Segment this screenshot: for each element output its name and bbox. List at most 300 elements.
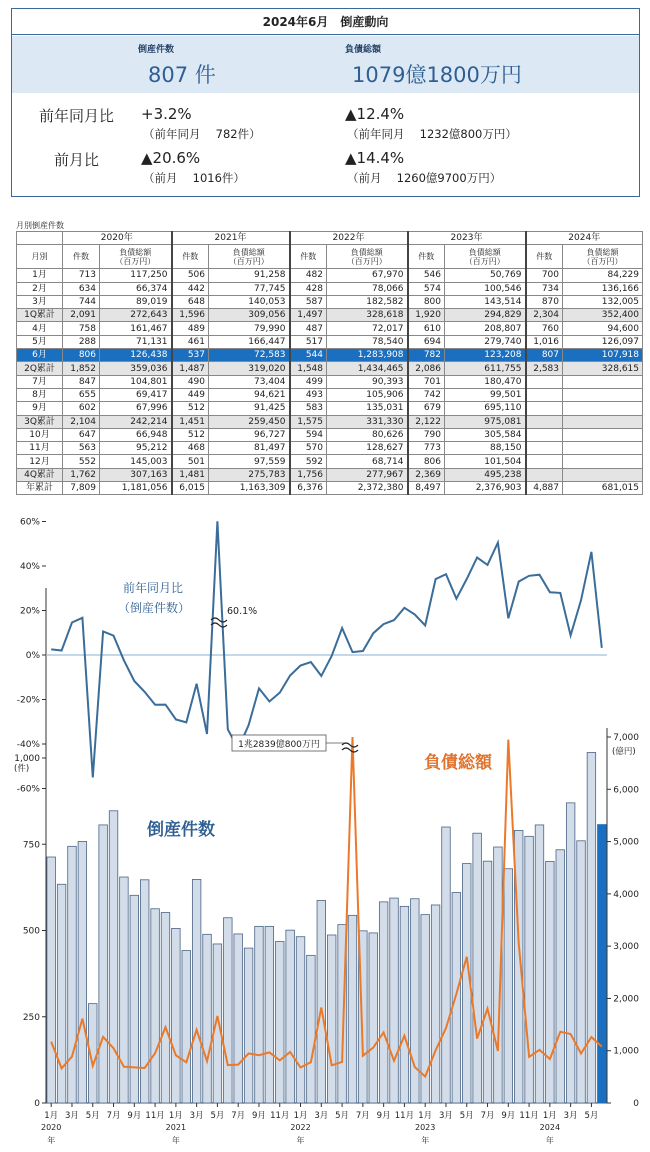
x-tick-label: 3月 — [439, 1111, 453, 1121]
debt-cell: 307,163 — [100, 468, 172, 481]
mom-debt-sub: （前月 1260億9700万円） — [347, 171, 502, 185]
x-tick-label: 5月 — [85, 1111, 100, 1121]
count-cell: 499 — [290, 375, 327, 388]
x-year-label: 2020 — [41, 1123, 62, 1132]
mom-debt: ▲14.4% — [345, 149, 405, 167]
count-cell: 807 — [526, 349, 563, 362]
count-bar — [525, 836, 534, 1103]
row-label: 11月 — [17, 442, 63, 455]
mom-label: 前月比 — [54, 151, 100, 169]
debt-cell: 1,434,465 — [327, 362, 408, 375]
count-cell: 506 — [172, 269, 209, 282]
summary-title: 2024年6月 倒産動向 — [12, 9, 639, 35]
debt-col-header-line1: 負債総額 — [350, 247, 383, 257]
debt-cell: 123,208 — [445, 349, 526, 362]
yoy-title-line1: 前年同月比 — [123, 581, 184, 595]
debt-cell: 89,019 — [100, 295, 172, 308]
x-tick-label: 1月 — [293, 1111, 308, 1121]
yoy-count-sub: （前年同月 782件） — [143, 127, 261, 141]
count-bar — [286, 930, 295, 1103]
year-header: 2024年 — [526, 232, 643, 245]
count-bar — [442, 827, 451, 1103]
count-bar — [369, 933, 378, 1103]
count-bar — [327, 935, 336, 1103]
year-header: 2021年 — [172, 232, 290, 245]
debt-cell: 99,501 — [445, 388, 526, 401]
x-tick-label: 1月 — [44, 1111, 59, 1121]
count-cell: 1,016 — [526, 335, 563, 348]
count-cell: 517 — [290, 335, 327, 348]
debt-cell: 2,372,380 — [327, 482, 408, 495]
debt-tick-label: 7,000 — [613, 733, 639, 743]
count-bar — [161, 913, 170, 1103]
debt-cell: 272,643 — [100, 309, 172, 322]
count-col-header: 件数 — [63, 245, 100, 269]
debt-cell: 695,110 — [445, 402, 526, 415]
count-cell: 758 — [63, 322, 100, 335]
row-label: 5月 — [17, 335, 63, 348]
count-bar — [307, 955, 316, 1103]
count-unit-label: (件) — [14, 764, 30, 774]
debt-cell: 67,996 — [100, 402, 172, 415]
debt-cell: 242,214 — [100, 415, 172, 428]
count-cell: 700 — [526, 269, 563, 282]
pct-tick-label: 60% — [19, 517, 40, 528]
count-bar — [275, 942, 284, 1103]
count-bar — [452, 893, 461, 1103]
debt-cell: 77,745 — [209, 282, 290, 295]
count-cell: 2,583 — [526, 362, 563, 375]
count-cell: 2,304 — [526, 309, 563, 322]
count-bar — [140, 880, 149, 1103]
debt-cell: 143,514 — [445, 295, 526, 308]
count-bar — [224, 918, 233, 1103]
x-tick-label: 3月 — [563, 1111, 578, 1121]
count-cell: 552 — [63, 455, 100, 468]
count-cell: 1,920 — [408, 309, 445, 322]
count-tick-label: 1,000 — [14, 754, 40, 764]
debt-cell: 91,425 — [209, 402, 290, 415]
count-bar — [390, 898, 399, 1103]
debt-tick-label: 5,000 — [613, 837, 639, 848]
row-label: 7月 — [17, 375, 63, 388]
x-tick-label: 1月 — [168, 1111, 183, 1121]
debt-tick-label: 6,000 — [613, 785, 639, 796]
count-cell: 2,086 — [408, 362, 445, 375]
count-cell: 634 — [63, 282, 100, 295]
count-bar — [411, 899, 420, 1103]
x-tick-label: 7月 — [355, 1111, 370, 1121]
debt-tick-label: 1,000 — [613, 1046, 639, 1057]
count-cell: 544 — [290, 349, 327, 362]
debt-cell: 208,807 — [445, 322, 526, 335]
debt-cell: 331,330 — [327, 415, 408, 428]
debt-cell: 95,212 — [100, 442, 172, 455]
debt-cell: 277,967 — [327, 468, 408, 481]
x-tick-label: 7月 — [106, 1111, 121, 1121]
count-cell: 587 — [290, 295, 327, 308]
yoy-line — [51, 521, 602, 777]
count-cell: 1,756 — [290, 468, 327, 481]
count-cell: 428 — [290, 282, 327, 295]
debt-cell: 50,769 — [445, 269, 526, 282]
x-year-suffix: 年 — [47, 1136, 56, 1145]
row-label: 12月 — [17, 455, 63, 468]
count-cell: 489 — [172, 322, 209, 335]
debt-cell: 180,470 — [445, 375, 526, 388]
row-label: 年累計 — [17, 482, 63, 495]
debt-cell: 126,097 — [563, 335, 643, 348]
x-year-label: 2023 — [415, 1123, 436, 1132]
count-bar — [68, 846, 77, 1103]
count-bar — [172, 928, 181, 1103]
debt-col-header-line2: （百万円） — [346, 256, 387, 266]
debt-cell: 68,714 — [327, 455, 408, 468]
x-tick-label: 3月 — [314, 1111, 329, 1121]
count-bar — [504, 869, 513, 1103]
count-cell: 648 — [172, 295, 209, 308]
debt-cell: 107,918 — [563, 349, 643, 362]
debt-cell: 135,031 — [327, 402, 408, 415]
debt-cell: 275,783 — [209, 468, 290, 481]
debt-cell: 294,829 — [445, 309, 526, 322]
debt-cell: 305,584 — [445, 428, 526, 441]
debt-cell: 2,376,903 — [445, 482, 526, 495]
count-bar — [587, 752, 596, 1103]
count-col-header: 件数 — [526, 245, 563, 269]
count-bar — [473, 833, 482, 1103]
row-label: 4Q累計 — [17, 468, 63, 481]
x-tick-label: 5月 — [459, 1111, 474, 1121]
count-bar — [120, 877, 129, 1103]
x-year-suffix: 年 — [545, 1136, 554, 1145]
debt-cell: 328,615 — [563, 362, 643, 375]
count-cell: 512 — [172, 428, 209, 441]
count-cell: 461 — [172, 335, 209, 348]
debt-cell: 94,621 — [209, 388, 290, 401]
count-cell: 574 — [408, 282, 445, 295]
debt-cell: 117,250 — [100, 269, 172, 282]
count-cell: 468 — [172, 442, 209, 455]
count-bar — [598, 825, 607, 1103]
x-year-label: 2024 — [539, 1123, 561, 1132]
count-cell: 512 — [172, 402, 209, 415]
debt-cell: 67,970 — [327, 269, 408, 282]
mom-count: ▲20.6% — [141, 149, 201, 167]
pct-tick-label: -20% — [16, 695, 40, 706]
debt-col-header-line1: 負債総額 — [468, 247, 501, 257]
x-year-suffix: 年 — [296, 1136, 305, 1145]
count-bar — [265, 926, 274, 1103]
count-cell: 482 — [290, 269, 327, 282]
count-bar — [296, 937, 305, 1103]
debt-unit-label: (億円) — [612, 747, 636, 757]
count-cell: 6,015 — [172, 482, 209, 495]
debt-cell: 105,906 — [327, 388, 408, 401]
debt-cell: 66,374 — [100, 282, 172, 295]
count-bar — [203, 934, 212, 1103]
debt-cell: 161,467 — [100, 322, 172, 335]
yoy-title-line2: （倒産件数） — [118, 601, 191, 615]
debt-cell: 78,540 — [327, 335, 408, 348]
debt-cell: 72,583 — [209, 349, 290, 362]
count-cell: 742 — [408, 388, 445, 401]
row-label: 2Q累計 — [17, 362, 63, 375]
count-tick-label: 0 — [34, 1099, 40, 1109]
count-bar — [234, 934, 243, 1103]
axis-break-mark — [342, 743, 358, 752]
count-cell: 694 — [408, 335, 445, 348]
x-tick-label: 11月 — [270, 1111, 290, 1121]
row-label: 3月 — [17, 295, 63, 308]
x-tick-label: 11月 — [519, 1111, 539, 1121]
table-title: 月別倒産件数 — [16, 221, 64, 230]
x-tick-label: 1月 — [542, 1111, 557, 1121]
year-header: 2022年 — [290, 232, 408, 245]
debt-cell: 132,005 — [563, 295, 643, 308]
count-cell: 1,451 — [172, 415, 209, 428]
month-header: 月別 — [17, 245, 63, 269]
yoy-debt: ▲12.4% — [345, 105, 405, 123]
x-tick-label: 3月 — [189, 1111, 204, 1121]
debt-cell: 259,450 — [209, 415, 290, 428]
x-tick-label: 9月 — [252, 1111, 266, 1121]
count-cell: 288 — [63, 335, 100, 348]
x-tick-label: 11月 — [394, 1111, 415, 1121]
row-label: 4月 — [17, 322, 63, 335]
debt-cell: 495,238 — [445, 468, 526, 481]
x-tick-label: 1月 — [418, 1111, 433, 1121]
debt-cell: 78,066 — [327, 282, 408, 295]
debt-cell: 91,258 — [209, 269, 290, 282]
count-cell: 546 — [408, 269, 445, 282]
debt-cell: 126,438 — [100, 349, 172, 362]
debt-cell: 279,740 — [445, 335, 526, 348]
count-cell: 490 — [172, 375, 209, 388]
count-cell: 7,809 — [63, 482, 100, 495]
debt-cell: 1,163,309 — [209, 482, 290, 495]
count-cell: 1,852 — [63, 362, 100, 375]
year-header: 2020年 — [63, 232, 172, 245]
count-cell: 806 — [63, 349, 100, 362]
debt-cell: 81,497 — [209, 442, 290, 455]
count-value: 807 件 — [148, 63, 216, 87]
debt-cell: 66,948 — [100, 428, 172, 441]
debt-cell: 611,755 — [445, 362, 526, 375]
x-tick-label: 3月 — [65, 1111, 79, 1121]
count-col-header: 件数 — [290, 245, 327, 269]
debt-cell: 79,990 — [209, 322, 290, 335]
debt-cell: 104,801 — [100, 375, 172, 388]
yoy-debt-sub: （前年同月 1232億800万円） — [347, 127, 517, 141]
debt-col-header-line2: （百万円） — [228, 256, 269, 266]
row-label: 2月 — [17, 282, 63, 295]
count-bar — [546, 862, 555, 1104]
count-label: 倒産件数 — [138, 45, 175, 55]
count-cell: 2,104 — [63, 415, 100, 428]
count-tick-label: 750 — [22, 840, 40, 851]
x-tick-label: 5月 — [335, 1111, 350, 1121]
yoy-label: 前年同月比 — [39, 107, 115, 125]
debt-cell: 1,283,908 — [327, 349, 408, 362]
count-cell: 773 — [408, 442, 445, 455]
count-cell: 744 — [63, 295, 100, 308]
debt-cell: 975,081 — [445, 415, 526, 428]
count-cell: 583 — [290, 402, 327, 415]
row-label: 10月 — [17, 428, 63, 441]
pct-tick-label: -40% — [16, 740, 40, 750]
debt-cell: 88,150 — [445, 442, 526, 455]
debt-cell: 94,600 — [563, 322, 643, 335]
debt-cell: 309,056 — [209, 309, 290, 322]
debt-col-header-line1: 負債総額 — [232, 247, 265, 257]
count-cell: 760 — [526, 322, 563, 335]
debt-cell: 72,017 — [327, 322, 408, 335]
count-cell: 734 — [526, 282, 563, 295]
x-tick-label: 11月 — [145, 1111, 165, 1121]
count-cell: 1,481 — [172, 468, 209, 481]
count-cell: 4,887 — [526, 482, 563, 495]
pct-tick-label: 0% — [25, 651, 40, 661]
x-tick-label: 7月 — [231, 1111, 246, 1121]
count-bar — [431, 905, 440, 1103]
count-cell: 800 — [408, 295, 445, 308]
count-cell: 1,487 — [172, 362, 209, 375]
debt-series-label: 負債総額 — [424, 753, 492, 773]
x-tick-label: 9月 — [127, 1111, 142, 1121]
debt-cell: 96,727 — [209, 428, 290, 441]
debt-cell: 328,618 — [327, 309, 408, 322]
row-label: 6月 — [17, 349, 63, 362]
debt-cell: 1,181,056 — [100, 482, 172, 495]
count-cell: 1,575 — [290, 415, 327, 428]
count-cell: 2,091 — [63, 309, 100, 322]
x-year-label: 2021 — [165, 1123, 187, 1132]
count-bar — [192, 879, 201, 1103]
yoy-count: +3.2% — [141, 105, 192, 123]
x-tick-label: 9月 — [501, 1111, 516, 1121]
debt-col-header-line1: 負債総額 — [586, 247, 619, 257]
count-bar — [78, 841, 87, 1103]
debt-cell: 90,393 — [327, 375, 408, 388]
count-cell: 782 — [408, 349, 445, 362]
count-bar — [130, 895, 139, 1103]
row-label: 1月 — [17, 269, 63, 282]
debt-tick-label: 4,000 — [613, 889, 639, 900]
count-cell: 501 — [172, 455, 209, 468]
count-cell: 487 — [290, 322, 327, 335]
debt-col-header-line2: （百万円） — [464, 256, 505, 266]
debt-cell: 128,627 — [327, 442, 408, 455]
count-cell: 2,122 — [408, 415, 445, 428]
count-cell: 570 — [290, 442, 327, 455]
count-cell: 847 — [63, 375, 100, 388]
x-tick-label: 5月 — [584, 1111, 599, 1121]
count-bar — [379, 902, 388, 1103]
count-tick-label: 250 — [22, 1012, 40, 1023]
count-bar — [182, 951, 191, 1103]
count-cell: 790 — [408, 428, 445, 441]
count-col-header: 件数 — [408, 245, 445, 269]
count-cell: 1,762 — [63, 468, 100, 481]
count-bar — [577, 841, 586, 1103]
count-cell: 537 — [172, 349, 209, 362]
count-cell: 2,369 — [408, 468, 445, 481]
debt-cell: 182,582 — [327, 295, 408, 308]
count-bar — [566, 803, 575, 1103]
year-header: 2023年 — [408, 232, 526, 245]
count-bar — [213, 944, 222, 1103]
debt-cell: 69,417 — [100, 388, 172, 401]
count-bar — [317, 900, 326, 1103]
count-cell: 655 — [63, 388, 100, 401]
x-year-label: 2022 — [290, 1123, 311, 1132]
debt-cell: 136,166 — [563, 282, 643, 295]
debt-cell: 71,131 — [100, 335, 172, 348]
count-cell: 592 — [290, 455, 327, 468]
debt-cell: 97,559 — [209, 455, 290, 468]
row-label: 1Q累計 — [17, 309, 63, 322]
count-tick-label: 500 — [22, 926, 40, 937]
count-cell: 442 — [172, 282, 209, 295]
count-cell: 493 — [290, 388, 327, 401]
count-cell: 806 — [408, 455, 445, 468]
row-label: 8月 — [17, 388, 63, 401]
count-bar — [109, 811, 118, 1103]
count-bar — [255, 926, 264, 1103]
debt-cell: 101,504 — [445, 455, 526, 468]
count-bar — [57, 884, 66, 1103]
count-cell: 449 — [172, 388, 209, 401]
debt-cell: 140,053 — [209, 295, 290, 308]
x-year-suffix: 年 — [421, 1136, 430, 1145]
debt-tick-label: 2,000 — [613, 994, 639, 1005]
count-cell: 610 — [408, 322, 445, 335]
count-cell: 563 — [63, 442, 100, 455]
count-bar — [244, 948, 253, 1103]
count-bar — [47, 857, 56, 1103]
count-cell: 647 — [63, 428, 100, 441]
x-tick-label: 5月 — [210, 1111, 225, 1121]
count-bar — [99, 825, 108, 1103]
count-bar — [556, 850, 565, 1103]
count-bar — [348, 915, 357, 1103]
debt-tick-label: 0 — [633, 1099, 639, 1109]
count-bar — [151, 909, 160, 1103]
debt-col-header-line2: （百万円） — [115, 256, 156, 266]
x-tick-label: 7月 — [480, 1111, 495, 1121]
debt-cell: 359,036 — [100, 362, 172, 375]
pct-tick-label: 20% — [19, 606, 40, 617]
yoy-peak-label: 60.1% — [227, 606, 258, 617]
count-cell: 594 — [290, 428, 327, 441]
x-tick-label: 9月 — [376, 1111, 391, 1121]
row-label: 9月 — [17, 402, 63, 415]
pct-tick-label: 40% — [19, 562, 40, 572]
debt-col-header-line1: 負債総額 — [119, 247, 152, 257]
debt-cell: 681,015 — [563, 482, 643, 495]
count-bar — [535, 825, 544, 1103]
debt-tick-label: 3,000 — [613, 942, 639, 953]
pct-tick-label: -60% — [16, 784, 40, 795]
count-cell: 1,497 — [290, 309, 327, 322]
debt-peak-label: 1兆2839億800万円 — [238, 740, 320, 750]
count-series-label: 倒産件数 — [147, 820, 215, 840]
debt-cell: 166,447 — [209, 335, 290, 348]
debt-cell: 73,404 — [209, 375, 290, 388]
debt-cell: 145,003 — [100, 455, 172, 468]
count-cell: 6,376 — [290, 482, 327, 495]
